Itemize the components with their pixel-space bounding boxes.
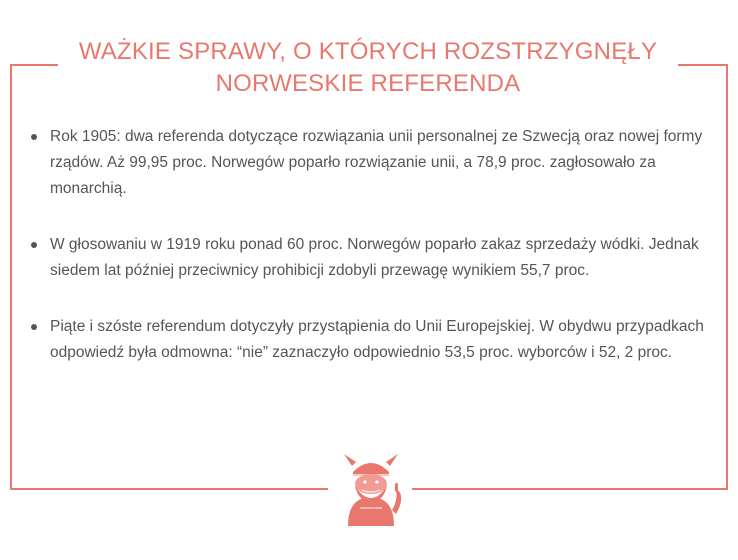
frame-top-right-line <box>678 64 728 66</box>
frame-bottom-right-line <box>412 488 728 490</box>
page-title <box>58 36 678 100</box>
page-title-line-1: WAŻKIE SPRAWY, O KTÓRYCH ROZSTRZYGNĘŁY <box>78 38 658 65</box>
page-title-line-2: NORWESKIE REFERENDA <box>215 70 521 97</box>
viking-mascot-icon <box>338 450 404 526</box>
list-item <box>30 314 718 366</box>
bullet-icon <box>31 242 37 248</box>
list-item <box>30 232 718 284</box>
list-item-text: Rok 1905: dwa referenda dotyczące rozwiązania unii personalnej ze Szwecją oraz nowej formy rządów. Aż 99,95 proc. Norwegów poparło rozwiązanie unii, a 78,9 proc. zagłosowało za monarchią. <box>50 128 703 197</box>
bullet-icon <box>31 324 37 330</box>
bullet-icon <box>31 134 37 140</box>
list-item-text: W głosowaniu w 1919 roku ponad 60 proc. Norwegów poparło zakaz sprzedaży wódki. Jednak siedem lat później przeciwnicy prohibicji zdobyli przewagę wynikiem 55,7 proc. <box>50 236 699 279</box>
referenda-list <box>30 124 718 396</box>
frame-right-line <box>726 64 728 490</box>
frame-left-line <box>10 64 12 490</box>
list-item <box>30 124 718 202</box>
frame-bottom-left-line <box>10 488 328 490</box>
frame-top-left-line <box>10 64 58 66</box>
list-item-text: Piąte i szóste referendum dotyczyły przystąpienia do Unii Europejskiej. W obydwu przypadkach odpowiedź była odmowna: “nie” zaznaczyło odpowiednio 53,5 proc. wyborców i 52, 2 proc. <box>50 318 704 361</box>
